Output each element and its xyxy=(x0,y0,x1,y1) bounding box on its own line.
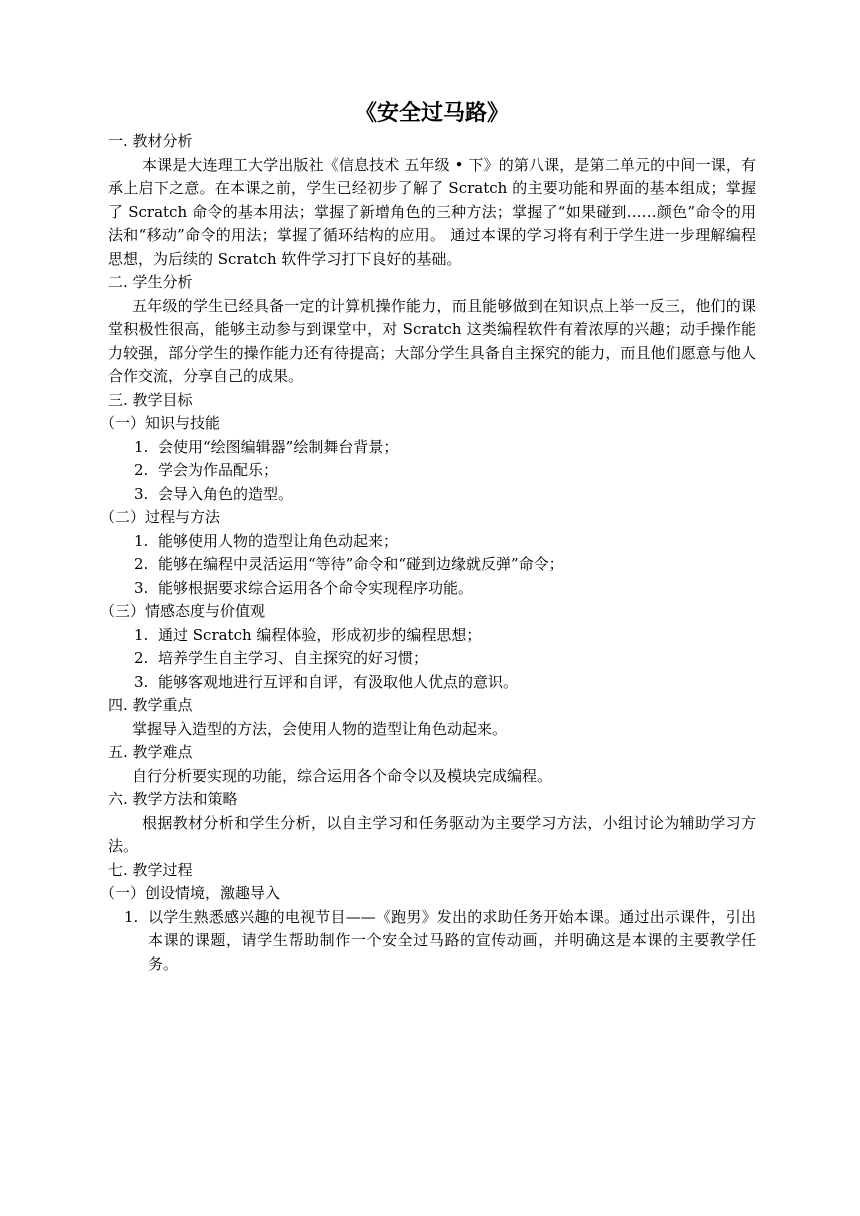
list-scenario-intro xyxy=(108,906,756,977)
list-text: 培养学生自主学习、自主探究的好习惯； xyxy=(158,649,429,667)
list-item xyxy=(108,647,756,671)
section-heading-methods-strategies: 六. 教学方法和策略 xyxy=(108,790,238,808)
list-number: 3. xyxy=(134,672,149,691)
section-heading-difficulties: 五. 教学难点 xyxy=(108,743,193,761)
list-text: 能够在编程中灵活运用“等待”命令和“碰到边缘就反弹”命令； xyxy=(158,555,564,573)
paragraph-difficulties: 自行分析要实现的功能，综合运用各个命令以及模块完成编程。 xyxy=(132,766,553,785)
list-process-methods xyxy=(108,530,756,601)
document-title: 《安全过马路》 xyxy=(354,100,509,126)
list-item xyxy=(108,671,756,695)
paragraph-student-analysis: 五年级的学生已经具备一定的计算机操作能力，而且能够做到在知识点上举一反三，他们的课堂积极性很高，能够主动参与到课堂中，对 Scratch 这类编程软件有着浓厚的兴趣；动手操作能力较强，部分学生的操作能力还有待提高；大部分学生具备自主探究的能力，而且他们愿意与他人合作交流，分享自己的成果。 xyxy=(108,296,756,385)
section-heading-textbook-analysis: 一. 教材分析 xyxy=(108,132,193,150)
list-item xyxy=(108,530,756,554)
list-text: 学会为作品配乐； xyxy=(158,461,279,479)
list-text: 会使用“绘图编辑器”绘制舞台背景； xyxy=(158,437,399,456)
list-text: 能够客观地进行互评和自评，有汲取他人优点的意识。 xyxy=(158,672,519,691)
document-body xyxy=(100,96,756,976)
paragraph-key-points: 掌握导入造型的方法，会使用人物的造型让角色动起来。 xyxy=(132,719,508,738)
list-number: 2. xyxy=(134,461,149,479)
list-item xyxy=(108,906,756,977)
list-number: 1. xyxy=(134,625,149,644)
list-text: 能够根据要求综合运用各个命令实现程序功能。 xyxy=(158,578,474,597)
list-number: 1. xyxy=(134,437,149,456)
subsection-heading-scenario-intro: （一）创设情境，激趣导入 xyxy=(100,884,281,902)
list-number: 3. xyxy=(134,484,149,503)
list-text: 会导入角色的造型。 xyxy=(158,484,294,503)
list-knowledge-skills xyxy=(108,436,756,507)
section-heading-student-analysis: 二. 学生分析 xyxy=(108,273,193,291)
paragraph-methods-strategies: 根据教材分析和学生分析，以自主学习和任务驱动为主要学习方法，小组讨论为辅助学习方法。 xyxy=(108,813,756,855)
list-item xyxy=(108,553,756,577)
section-heading-teaching-process: 七. 教学过程 xyxy=(108,860,193,879)
list-number: 2. xyxy=(134,555,149,573)
list-number: 2. xyxy=(134,649,149,667)
list-text: 以学生熟悉感兴趣的电视节目——《跑男》发出的求助任务开始本课。通过出示课件，引出本课的课题，请学生帮助制作一个安全过马路的宣传动画，并明确这是本课的主要教学任务。 xyxy=(148,907,756,973)
list-item xyxy=(108,577,756,601)
subsection-heading-process-methods: （二）过程与方法 xyxy=(100,508,221,526)
list-item xyxy=(108,483,756,507)
section-heading-key-points: 四. 教学重点 xyxy=(108,696,193,714)
paragraph-textbook-analysis: 本课是大连理工大学出版社《信息技术 五年级 • 下》的第八课，是第二单元的中间一课，有承上启下之意。在本课之前，学生已经初步了解了 Scratch 的主要功能和界面的基本组成；掌握了 Scratch 命令的基本用法；掌握了新增角色的三种方法；掌握了“如果碰到……颜色”命令的用法和“移动”命令的用法；掌握了循环结构的应用。 通过本课的学习将有利于学生进一步理解编程思想，为后续的 Scratch 软件学习打下良好的基础。 xyxy=(108,155,756,268)
list-number: 1. xyxy=(124,907,139,926)
list-number: 1. xyxy=(134,531,149,550)
list-text: 能够使用人物的造型让角色动起来； xyxy=(158,531,399,550)
list-item xyxy=(108,436,756,460)
list-number: 3. xyxy=(134,578,149,597)
list-text: 通过 Scratch 编程体验，形成初步的编程思想； xyxy=(158,625,482,644)
list-item xyxy=(108,459,756,483)
section-heading-teaching-goals: 三. 教学目标 xyxy=(108,390,193,409)
list-attitude-values xyxy=(108,624,756,695)
subsection-heading-knowledge-skills: （一）知识与技能 xyxy=(100,414,221,432)
subsection-heading-attitude-values: （三）情感态度与价值观 xyxy=(100,602,266,620)
list-item xyxy=(108,624,756,648)
